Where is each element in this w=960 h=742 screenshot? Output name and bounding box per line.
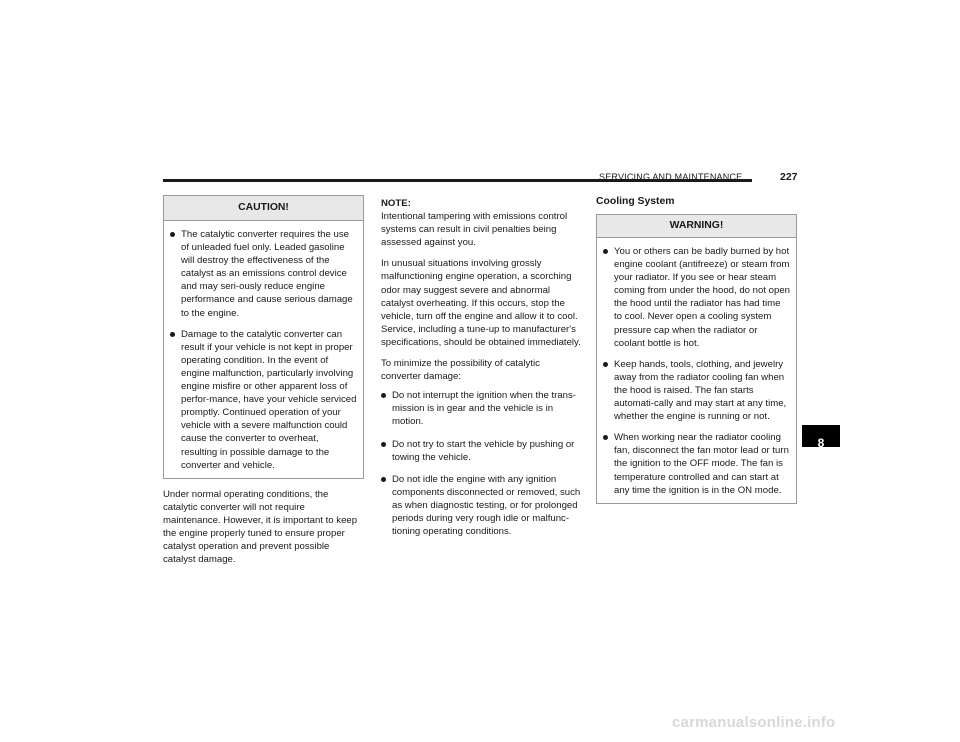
left-column — [163, 195, 364, 566]
chapter-tab — [802, 425, 840, 450]
bullet-icon — [381, 442, 386, 447]
maintenance-paragraph: Under normal operating conditions, the catalytic converter will not require maintenance. However, it is important to keep the engine properly tuned to ensure proper catalyst operation and prevent possible catalyst damage. — [163, 488, 358, 566]
warning-title: WARNING! — [597, 215, 796, 238]
damage-prevention-list — [381, 389, 581, 538]
list-item-text: Do not try to start the vehicle by pushing or towing the vehicle. — [392, 438, 575, 463]
note — [381, 197, 581, 249]
list-item — [381, 389, 581, 428]
list-item — [381, 473, 581, 538]
cooling-system-heading: Cooling System — [596, 196, 675, 207]
bullet-icon — [170, 332, 175, 337]
bullet-icon — [170, 232, 175, 237]
warning-item — [603, 358, 790, 423]
right-column — [596, 195, 797, 504]
note-label: NOTE: — [381, 198, 411, 209]
list-item-text: Do not idle the engine with any ignition components disconnected or removed, such as when diagnostic testing, or for prolonged periods during very rough idle or malfunc-tioning operating conditions. — [392, 473, 581, 538]
bullet-icon — [381, 393, 386, 398]
minimize-damage-paragraph: To minimize the possibility of catalytic converter damage: — [381, 358, 540, 383]
section-title: SERVICING AND MAINTENANCE — [599, 172, 743, 182]
chapter-tab-number: 8 — [817, 436, 825, 450]
bullet-icon — [603, 435, 608, 440]
caution-box — [163, 195, 364, 479]
warning-item — [603, 245, 790, 350]
note-text: Intentional tampering with emissions control systems can result in civil penalties being assessed against you. — [381, 211, 568, 249]
list-item-text: Do not interrupt the ignition when the trans-mission is in gear and the vehicle is in motion. — [392, 390, 576, 428]
list-item — [381, 438, 581, 464]
caution-item-text: Damage to the catalytic converter can result if your vehicle is not kept in proper operating condition. In the event of engine malfunction, particularly involving engine misfire or other apparent loss of perfor-mance, have your vehicle serviced promptly. Continued operation of your vehicle with a severe malfunction could cause the converter to overheat, resulting in possible damage to the converter and vehicle. — [181, 328, 357, 471]
bullet-icon — [603, 362, 608, 367]
warning-box — [596, 214, 797, 504]
warning-item-text: Keep hands, tools, clothing, and jewelry away from the radiator cooling fan when the hood is raised. The fan starts automati-cally and may start at any time, whether the engine is running or not. — [614, 358, 787, 423]
caution-item — [170, 228, 357, 320]
bullet-icon — [381, 477, 386, 482]
warning-item — [603, 431, 790, 496]
caution-list — [164, 221, 363, 478]
middle-column — [381, 197, 581, 547]
watermark: carmanualsonline.info — [672, 714, 836, 731]
caution-item — [170, 328, 357, 472]
bullet-icon — [603, 249, 608, 254]
warning-item-text: When working near the radiator cooling fan, disconnect the fan motor lead or turn the ignition to the OFF mode. The fan is temperature controlled and can start at any time the ignition is in the ON mode. — [614, 432, 789, 496]
caution-item-text: The catalytic converter requires the use of unleaded fuel only. Leaded gasoline will destroy the effectiveness of the catalyst as an emissions control device and may seri-ously reduce engine performance and cause serious damage to the engine. — [181, 229, 353, 319]
warning-list — [597, 238, 796, 503]
page-number: 227 — [780, 171, 798, 183]
warning-item-text: You or others can be badly burned by hot engine coolant (antifreeze) or steam from your radiator. If you see or hear steam coming from under the hood, do not open the hood until the radiator has had time to cool. Never open a cooling system pressure cap when the radiator or coolant bottle is hot. — [614, 246, 791, 349]
caution-title: CAUTION! — [164, 196, 363, 221]
overheating-paragraph: In unusual situations involving grossly malfunctioning engine operation, a scorching odor may suggest severe and abnormal catalyst overheating. If this occurs, stop the vehicle, turn off the engine and allow it to cool. Service, including a tune-up to manufacturer's specifications, should be obtained immediately. — [381, 258, 581, 348]
